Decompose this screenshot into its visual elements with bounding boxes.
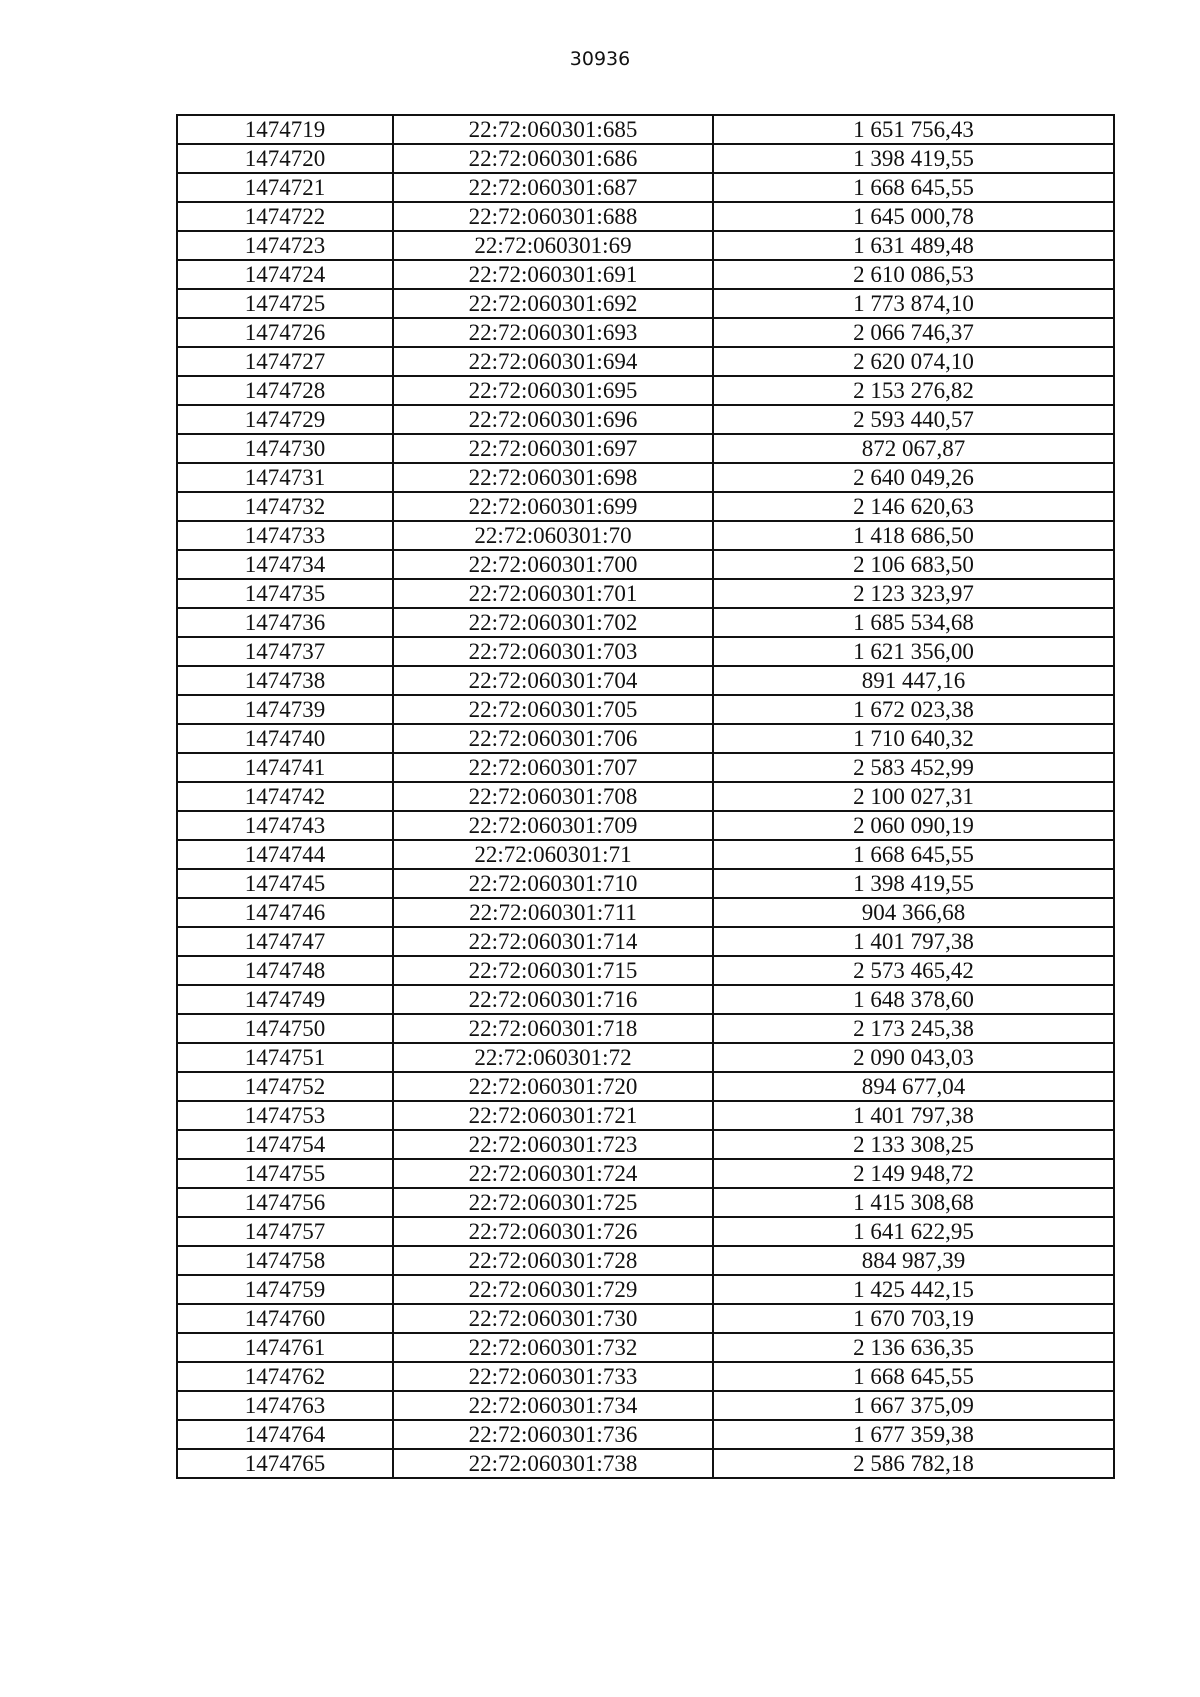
value-cell: 2 133 308,25 (713, 1130, 1114, 1159)
value-cell: 2 136 636,35 (713, 1333, 1114, 1362)
record-number-cell: 1474762 (177, 1362, 393, 1391)
value-cell: 2 106 683,50 (713, 550, 1114, 579)
table-row (177, 1275, 1114, 1304)
cadastral-number-cell: 22:72:060301:71 (393, 840, 713, 869)
cadastral-number-cell: 22:72:060301:732 (393, 1333, 713, 1362)
cadastral-number-cell: 22:72:060301:702 (393, 608, 713, 637)
table-row (177, 927, 1114, 956)
record-number-cell: 1474744 (177, 840, 393, 869)
value-cell: 1 710 640,32 (713, 724, 1114, 753)
cadastral-number-cell: 22:72:060301:728 (393, 1246, 713, 1275)
table-row (177, 376, 1114, 405)
cadastral-number-cell: 22:72:060301:72 (393, 1043, 713, 1072)
record-number-cell: 1474741 (177, 753, 393, 782)
table-row (177, 289, 1114, 318)
table-row (177, 1420, 1114, 1449)
table-row (177, 985, 1114, 1014)
cadastral-number-cell: 22:72:060301:69 (393, 231, 713, 260)
record-number-cell: 1474734 (177, 550, 393, 579)
value-cell: 1 685 534,68 (713, 608, 1114, 637)
value-cell: 2 586 782,18 (713, 1449, 1114, 1478)
value-cell: 894 677,04 (713, 1072, 1114, 1101)
table-row (177, 144, 1114, 173)
table-row (177, 1333, 1114, 1362)
table-row (177, 1188, 1114, 1217)
record-number-cell: 1474719 (177, 115, 393, 144)
table-row (177, 1217, 1114, 1246)
cadastral-number-cell: 22:72:060301:733 (393, 1362, 713, 1391)
record-number-cell: 1474721 (177, 173, 393, 202)
table-row (177, 898, 1114, 927)
data-table (176, 114, 1115, 1479)
cadastral-number-cell: 22:72:060301:715 (393, 956, 713, 985)
value-cell: 1 672 023,38 (713, 695, 1114, 724)
table-row (177, 869, 1114, 898)
value-cell: 1 621 356,00 (713, 637, 1114, 666)
table-row (177, 811, 1114, 840)
cadastral-number-cell: 22:72:060301:726 (393, 1217, 713, 1246)
record-number-cell: 1474764 (177, 1420, 393, 1449)
record-number-cell: 1474748 (177, 956, 393, 985)
record-number-cell: 1474725 (177, 289, 393, 318)
value-cell: 884 987,39 (713, 1246, 1114, 1275)
value-cell: 1 415 308,68 (713, 1188, 1114, 1217)
table-row (177, 492, 1114, 521)
table-row (177, 318, 1114, 347)
cadastral-number-cell: 22:72:060301:703 (393, 637, 713, 666)
cadastral-number-cell: 22:72:060301:723 (393, 1130, 713, 1159)
table-row (177, 260, 1114, 289)
cadastral-number-cell: 22:72:060301:695 (393, 376, 713, 405)
value-cell: 2 066 746,37 (713, 318, 1114, 347)
cadastral-number-cell: 22:72:060301:725 (393, 1188, 713, 1217)
cadastral-number-cell: 22:72:060301:720 (393, 1072, 713, 1101)
table-row (177, 1449, 1114, 1478)
value-cell: 891 447,16 (713, 666, 1114, 695)
value-cell: 1 773 874,10 (713, 289, 1114, 318)
record-number-cell: 1474742 (177, 782, 393, 811)
cadastral-number-cell: 22:72:060301:687 (393, 173, 713, 202)
cadastral-number-cell: 22:72:060301:729 (393, 1275, 713, 1304)
cadastral-number-cell: 22:72:060301:696 (393, 405, 713, 434)
record-number-cell: 1474763 (177, 1391, 393, 1420)
record-number-cell: 1474735 (177, 579, 393, 608)
cadastral-number-cell: 22:72:060301:734 (393, 1391, 713, 1420)
cadastral-number-cell: 22:72:060301:691 (393, 260, 713, 289)
value-cell: 1 667 375,09 (713, 1391, 1114, 1420)
table-row (177, 405, 1114, 434)
value-cell: 1 677 359,38 (713, 1420, 1114, 1449)
record-number-cell: 1474759 (177, 1275, 393, 1304)
cadastral-number-cell: 22:72:060301:721 (393, 1101, 713, 1130)
record-number-cell: 1474738 (177, 666, 393, 695)
record-number-cell: 1474751 (177, 1043, 393, 1072)
value-cell: 2 090 043,03 (713, 1043, 1114, 1072)
table-row (177, 1043, 1114, 1072)
cadastral-number-cell: 22:72:060301:708 (393, 782, 713, 811)
value-cell: 2 153 276,82 (713, 376, 1114, 405)
cadastral-number-cell: 22:72:060301:700 (393, 550, 713, 579)
record-number-cell: 1474720 (177, 144, 393, 173)
record-number-cell: 1474750 (177, 1014, 393, 1043)
cadastral-number-cell: 22:72:060301:714 (393, 927, 713, 956)
record-number-cell: 1474747 (177, 927, 393, 956)
value-cell: 2 620 074,10 (713, 347, 1114, 376)
value-cell: 2 610 086,53 (713, 260, 1114, 289)
table-row (177, 608, 1114, 637)
table-row (177, 1391, 1114, 1420)
value-cell: 2 146 620,63 (713, 492, 1114, 521)
cadastral-number-cell: 22:72:060301:685 (393, 115, 713, 144)
record-number-cell: 1474756 (177, 1188, 393, 1217)
table-row (177, 521, 1114, 550)
value-cell: 1 401 797,38 (713, 927, 1114, 956)
record-number-cell: 1474765 (177, 1449, 393, 1478)
table-row (177, 1362, 1114, 1391)
table-row (177, 666, 1114, 695)
cadastral-number-cell: 22:72:060301:698 (393, 463, 713, 492)
record-number-cell: 1474752 (177, 1072, 393, 1101)
cadastral-number-cell: 22:72:060301:736 (393, 1420, 713, 1449)
table-row (177, 1014, 1114, 1043)
value-cell: 2 173 245,38 (713, 1014, 1114, 1043)
value-cell: 2 573 465,42 (713, 956, 1114, 985)
value-cell: 1 398 419,55 (713, 144, 1114, 173)
cadastral-number-cell: 22:72:060301:710 (393, 869, 713, 898)
record-number-cell: 1474760 (177, 1304, 393, 1333)
cadastral-number-cell: 22:72:060301:686 (393, 144, 713, 173)
cadastral-number-cell: 22:72:060301:738 (393, 1449, 713, 1478)
record-number-cell: 1474745 (177, 869, 393, 898)
cadastral-number-cell: 22:72:060301:704 (393, 666, 713, 695)
table-body (177, 115, 1114, 1478)
value-cell: 2 593 440,57 (713, 405, 1114, 434)
value-cell: 1 425 442,15 (713, 1275, 1114, 1304)
value-cell: 2 123 323,97 (713, 579, 1114, 608)
page-number: 30936 (569, 48, 631, 70)
record-number-cell: 1474731 (177, 463, 393, 492)
record-number-cell: 1474733 (177, 521, 393, 550)
table-row (177, 202, 1114, 231)
value-cell: 2 149 948,72 (713, 1159, 1114, 1188)
table-row (177, 637, 1114, 666)
table-row (177, 347, 1114, 376)
record-number-cell: 1474723 (177, 231, 393, 260)
value-cell: 2 583 452,99 (713, 753, 1114, 782)
cadastral-number-cell: 22:72:060301:697 (393, 434, 713, 463)
record-number-cell: 1474726 (177, 318, 393, 347)
table-row (177, 1246, 1114, 1275)
cadastral-number-cell: 22:72:060301:718 (393, 1014, 713, 1043)
table-row (177, 695, 1114, 724)
value-cell: 2 060 090,19 (713, 811, 1114, 840)
table-row (177, 231, 1114, 260)
value-cell: 1 670 703,19 (713, 1304, 1114, 1333)
cadastral-number-cell: 22:72:060301:694 (393, 347, 713, 376)
record-number-cell: 1474737 (177, 637, 393, 666)
value-cell: 1 631 489,48 (713, 231, 1114, 260)
cadastral-number-cell: 22:72:060301:70 (393, 521, 713, 550)
record-number-cell: 1474739 (177, 695, 393, 724)
value-cell: 1 398 419,55 (713, 869, 1114, 898)
cadastral-number-cell: 22:72:060301:707 (393, 753, 713, 782)
value-cell: 872 067,87 (713, 434, 1114, 463)
cadastral-number-cell: 22:72:060301:730 (393, 1304, 713, 1333)
value-cell: 1 668 645,55 (713, 173, 1114, 202)
table-row (177, 173, 1114, 202)
cadastral-number-cell: 22:72:060301:705 (393, 695, 713, 724)
cadastral-number-cell: 22:72:060301:711 (393, 898, 713, 927)
value-cell: 1 645 000,78 (713, 202, 1114, 231)
table-row (177, 1159, 1114, 1188)
record-number-cell: 1474724 (177, 260, 393, 289)
cadastral-number-cell: 22:72:060301:706 (393, 724, 713, 753)
table-row (177, 1304, 1114, 1333)
table-row (177, 840, 1114, 869)
value-cell: 2 640 049,26 (713, 463, 1114, 492)
value-cell: 904 366,68 (713, 898, 1114, 927)
table-row (177, 956, 1114, 985)
value-cell: 1 668 645,55 (713, 1362, 1114, 1391)
record-number-cell: 1474746 (177, 898, 393, 927)
record-number-cell: 1474732 (177, 492, 393, 521)
cadastral-number-cell: 22:72:060301:724 (393, 1159, 713, 1188)
table-row (177, 1101, 1114, 1130)
table-row (177, 463, 1114, 492)
value-cell: 1 651 756,43 (713, 115, 1114, 144)
value-cell: 1 668 645,55 (713, 840, 1114, 869)
record-number-cell: 1474758 (177, 1246, 393, 1275)
table-row (177, 782, 1114, 811)
record-number-cell: 1474730 (177, 434, 393, 463)
table-row (177, 724, 1114, 753)
record-number-cell: 1474740 (177, 724, 393, 753)
value-cell: 1 418 686,50 (713, 521, 1114, 550)
record-number-cell: 1474761 (177, 1333, 393, 1362)
value-cell: 1 401 797,38 (713, 1101, 1114, 1130)
table-row (177, 434, 1114, 463)
cadastral-number-cell: 22:72:060301:692 (393, 289, 713, 318)
record-number-cell: 1474749 (177, 985, 393, 1014)
table-row (177, 115, 1114, 144)
value-cell: 1 641 622,95 (713, 1217, 1114, 1246)
cadastral-number-cell: 22:72:060301:709 (393, 811, 713, 840)
record-number-cell: 1474757 (177, 1217, 393, 1246)
record-number-cell: 1474728 (177, 376, 393, 405)
table-row (177, 753, 1114, 782)
cadastral-number-cell: 22:72:060301:688 (393, 202, 713, 231)
record-number-cell: 1474729 (177, 405, 393, 434)
record-number-cell: 1474736 (177, 608, 393, 637)
table-row (177, 579, 1114, 608)
record-number-cell: 1474754 (177, 1130, 393, 1159)
value-cell: 2 100 027,31 (713, 782, 1114, 811)
record-number-cell: 1474727 (177, 347, 393, 376)
cadastral-number-cell: 22:72:060301:716 (393, 985, 713, 1014)
record-number-cell: 1474743 (177, 811, 393, 840)
cadastral-number-cell: 22:72:060301:699 (393, 492, 713, 521)
table-row (177, 550, 1114, 579)
cadastral-number-cell: 22:72:060301:693 (393, 318, 713, 347)
record-number-cell: 1474722 (177, 202, 393, 231)
value-cell: 1 648 378,60 (713, 985, 1114, 1014)
table-row (177, 1130, 1114, 1159)
record-number-cell: 1474753 (177, 1101, 393, 1130)
cadastral-number-cell: 22:72:060301:701 (393, 579, 713, 608)
table-row (177, 1072, 1114, 1101)
record-number-cell: 1474755 (177, 1159, 393, 1188)
